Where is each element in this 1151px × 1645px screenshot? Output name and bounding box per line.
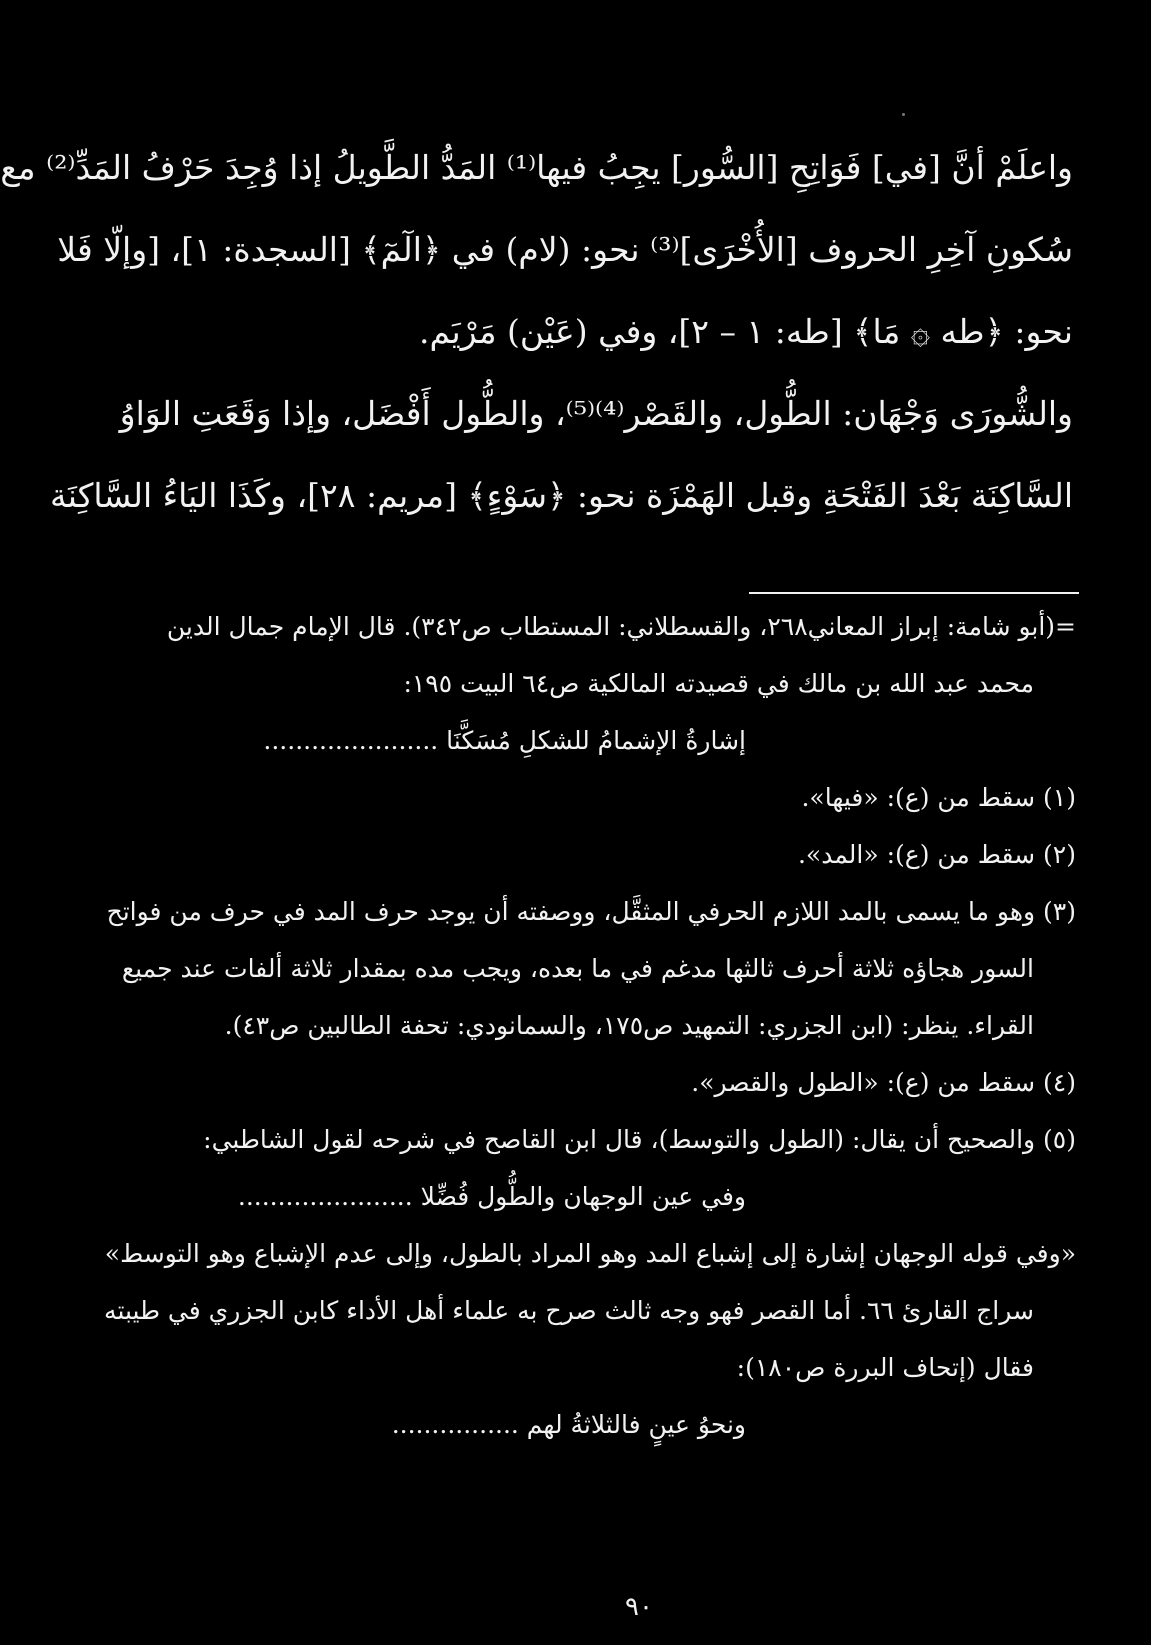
- main-text-line-3: نحو: ﴿طه ۞ مَا﴾ [طه: ١ – ٢]، وفي (عَيْن) مَرْيَم.: [419, 312, 1073, 351]
- footnote-verse-line-1: إشارةُ الإشمامُ للشكلِ مُسَكَّنَا ......................: [263, 726, 746, 755]
- footnotes-block: [104, 612, 1076, 1467]
- footnote-2: (٢) سقط من (ع): «المد».: [797, 840, 1076, 869]
- footnote-5-line-1: (٥) والصحيح أن يقال: (الطول والتوسط)، قال ابن القاصح في شرحه لقول الشاطبي:: [203, 1125, 1076, 1154]
- footnote-3-line-2: السور هجاؤه ثلاثة أحرف ثالثها مدغم في ما بعده، ويجب مده بمقدار ثلاثة ألفات عند جميع: [121, 954, 1034, 983]
- footnote-verse-line-3: ونحوُ عينٍ فالثلاثةُ لهم ................: [391, 1410, 746, 1439]
- page-number: ٩٠: [625, 1592, 653, 1622]
- main-text-line-4: والشُّورَى وَجْهَان: الطُّول، والقَصْر⁽⁴⁾⁽⁵⁾، والطُّول أَفْضَل، وإذا وَقَعَتِ الوَاوُ: [119, 394, 1073, 433]
- scan-speck: [902, 113, 905, 116]
- footnote-5-line-4: فقال (إتحاف البررة ص١٨٠):: [736, 1353, 1034, 1382]
- main-text-line-5: السَّاكِنَة بَعْدَ الفَتْحَةِ وقبل الهَمْزَة نحو: ﴿سَوْءٍ﴾ [مريم: ٢٨]، وكَذَا اليَاءُ السَّاكِنَة: [50, 476, 1073, 515]
- footnote-5-line-3: سراج القارئ ٦٦. أما القصر فهو وجه ثالث صرح به علماء أهل الأداء كابن الجزري في طيبته: [104, 1296, 1034, 1325]
- footnote-3-line-3: القراء. ينظر: (ابن الجزري: التمهيد ص١٧٥، والسمانودي: تحفة الطالبين ص٤٣).: [224, 1011, 1034, 1040]
- main-text-block: [0, 148, 1073, 560]
- footnote-separator: [749, 592, 1079, 594]
- footnote-continuation-line-2: محمد عبد الله بن مالك في قصيدته المالكية ص٦٤ البيت ١٩٥:: [403, 669, 1034, 698]
- footnote-4: (٤) سقط من (ع): «الطول والقصر».: [691, 1068, 1076, 1097]
- footnote-3-line-1: (٣) وهو ما يسمى بالمد اللازم الحرفي المثقَّل، ووصفته أن يوجد حرف المد في حرف من فواتح: [106, 897, 1076, 926]
- footnote-1: (١) سقط من (ع): «فيها».: [801, 783, 1076, 812]
- main-text-line-1: واعلَمْ أنَّ [في] فَوَاتِحِ [السُّور] يجِبُ فيها⁽¹⁾ المَدُّ الطَّويلُ إذا وُجِدَ حَرْفُ المَدِّ⁽²⁾ مع: [0, 148, 1073, 187]
- footnote-continuation-line-1: =(أبو شامة: إبراز المعاني٢٦٨، والقسطلاني: المستطاب ص٣٤٢). قال الإمام جمال الدين: [166, 612, 1076, 641]
- footnote-5-line-2: «وفي قوله الوجهان إشارة إلى إشباع المد وهو المراد بالطول، وإلى عدم الإشباع وهو التوسط»: [104, 1239, 1076, 1268]
- footnote-verse-line-2: وفي عين الوجهان والطُّول فُضِّلا ......................: [237, 1182, 746, 1211]
- main-text-line-2: سُكونِ آخِرِ الحروف [الأُخْرَى]⁽³⁾ نحو: (لام) في ﴿الٓمٓ﴾ [السجدة: ١]، [وإلّا فَلا: [57, 230, 1073, 269]
